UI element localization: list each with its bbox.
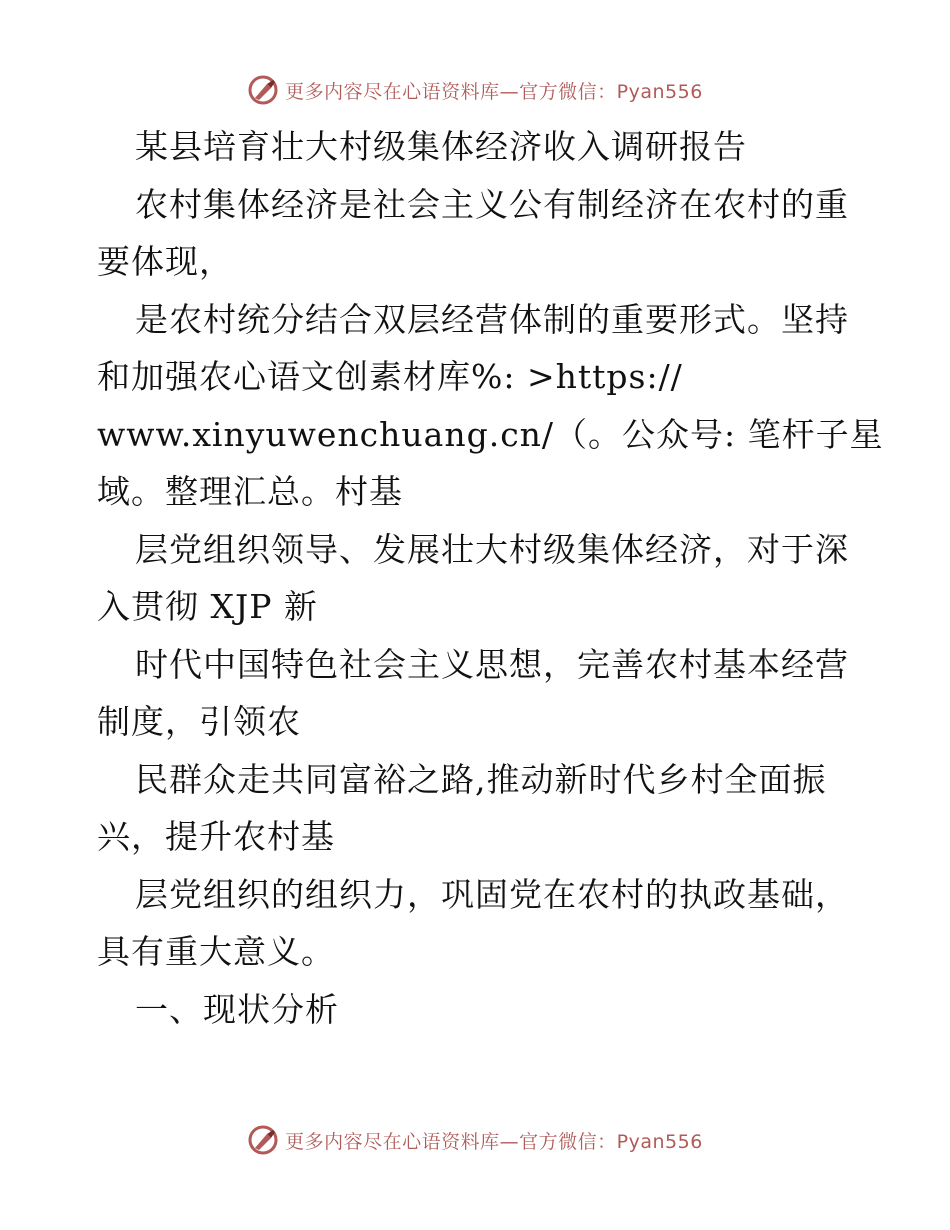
paragraph-line: 时代中国特色社会主义思想，完善农村基本经营 [135, 644, 849, 684]
paragraph-line: 制度，引领农 [97, 702, 301, 741]
header-banner [0, 70, 950, 110]
document-body [97, 118, 884, 1038]
paragraph-line: 和加强农心语文创素材库%: >https:// [97, 357, 683, 396]
header-banner-text: 更多内容尽在心语资料库—官方微信：Pyan556 [285, 80, 703, 103]
pen-nib-logo-icon [247, 1124, 279, 1156]
footer-banner [0, 1120, 950, 1160]
paragraph-line: 层党组织领导、发展壮大村级集体经济，对于深 [135, 529, 849, 569]
footer-banner-text: 更多内容尽在心语资料库—官方微信：Pyan556 [285, 1130, 703, 1153]
paragraph-line: 具有重大意义。 [97, 932, 335, 971]
paragraph-line: 农村集体经济是社会主义公有制经济在农村的重 [135, 184, 849, 224]
paragraph-line: 入贯彻 XJP 新 [97, 587, 318, 626]
pen-nib-logo-icon [247, 74, 279, 106]
paragraph-line: 要体现， [97, 242, 233, 281]
paragraph-line: www.xinyuwenchuang.cn/（。公众号: 笔杆子星 [97, 414, 884, 454]
document-title: 某县培育壮大村级集体经济收入调研报告 [135, 127, 747, 166]
paragraph-line: 是农村统分结合双层经营体制的重要形式。坚持 [135, 299, 849, 339]
paragraph-line: 域。整理汇总。村基 [97, 472, 403, 511]
section-heading: 一、现状分析 [135, 989, 339, 1029]
paragraph-line: 层党组织的组织力，巩固党在农村的执政基础， [135, 874, 849, 914]
paragraph-line: 兴，提升农村基 [97, 817, 335, 856]
paragraph-line: 民群众走共同富裕之路,推动新时代乡村全面振 [135, 759, 827, 799]
